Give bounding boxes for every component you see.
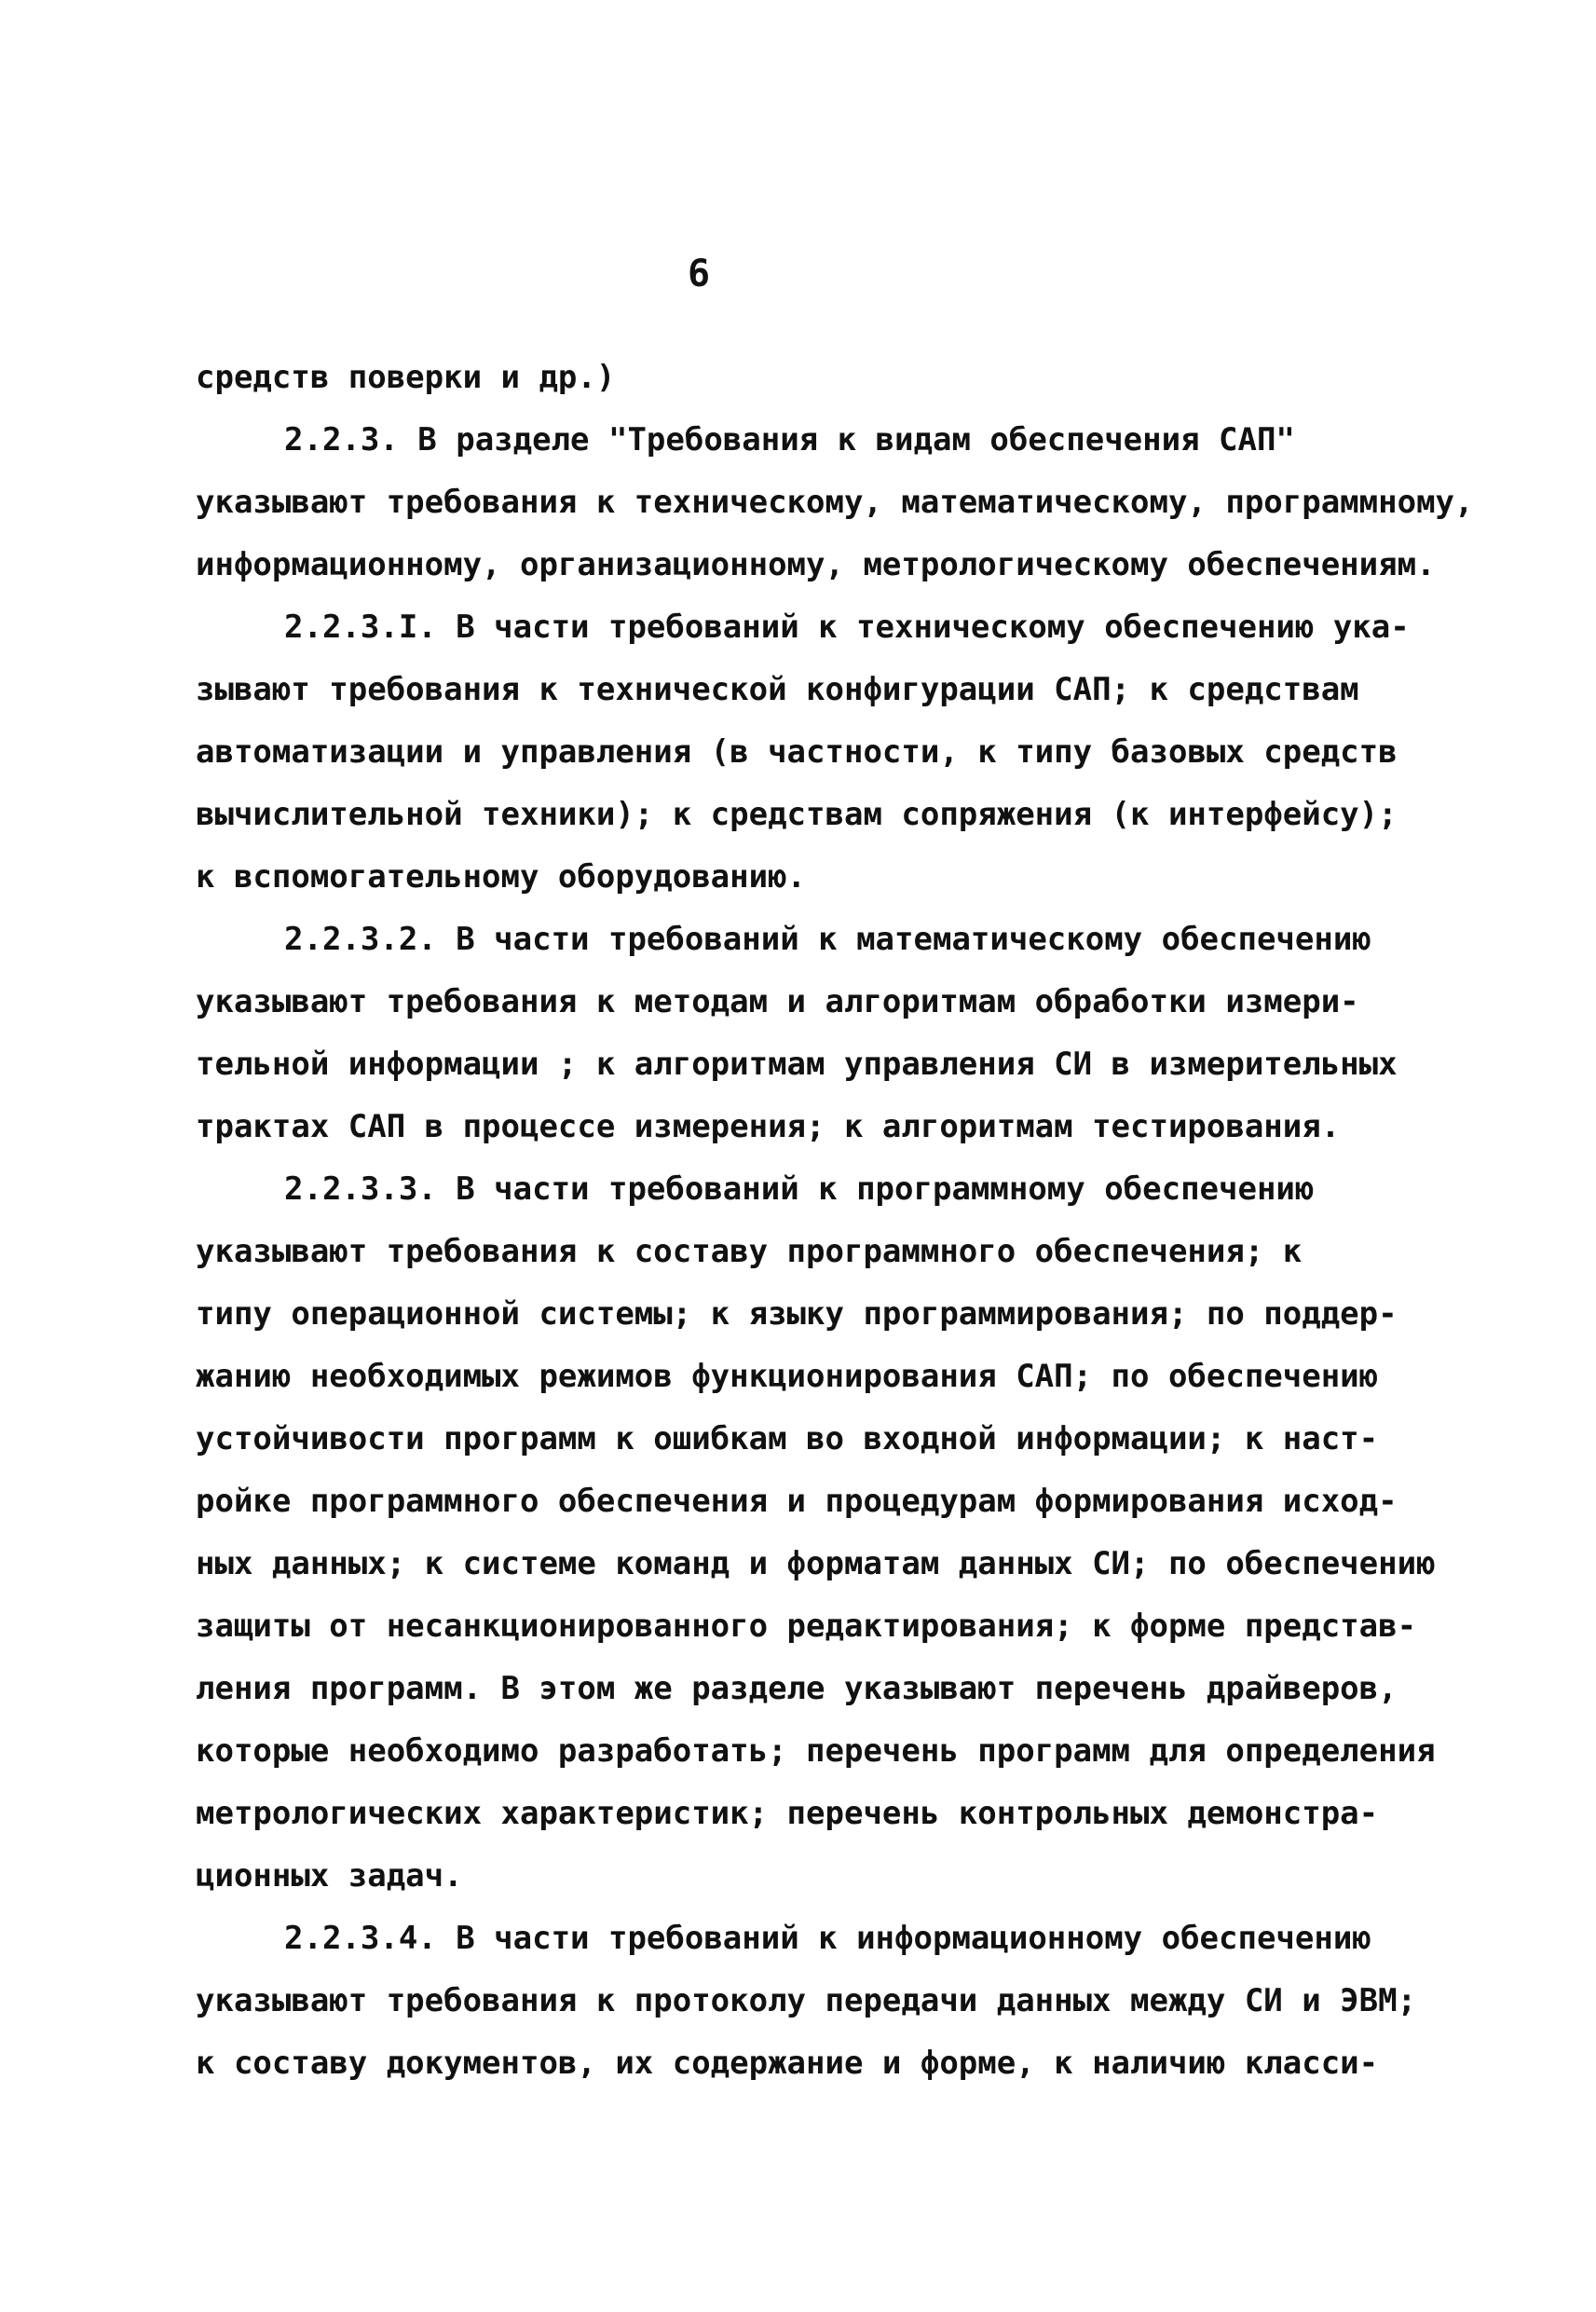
text-line: автоматизации и управления (в частности, к типу базовых средств (196, 733, 1398, 771)
text-line: ных данных; к системе команд и форматам данных СИ; по обеспечению (196, 1545, 1436, 1582)
text-line: средств поверки и др.) (196, 359, 616, 396)
text-line-section-2-2-3-2: 2.2.3.2. В части требований к математическому обеспечению (284, 921, 1371, 958)
text-line: к вспомогательному оборудованию. (196, 858, 807, 896)
text-line: ройке программного обеспечения и процедурам формирования исход- (196, 1483, 1398, 1520)
text-line: защиты от несанкционированного редактирования; к форме представ- (196, 1607, 1417, 1645)
text-line: информационному, организационному, метрологическому обеспечениям. (196, 546, 1436, 583)
text-line: указывают требования к составу программного обеспечения; к (196, 1233, 1303, 1270)
text-line: указывают требования к техническому, математическому, программному, (196, 484, 1474, 521)
text-line: метрологических характеристик; перечень контрольных демонстра- (196, 1795, 1379, 1832)
text-line: указывают требования к протоколу передачи данных между СИ и ЭВМ; (196, 1982, 1417, 2019)
text-line: которые необходимо разработать; перечень программ для определения (196, 1732, 1436, 1770)
text-line-section-2-2-3-1: 2.2.3.I. В части требований к техническому обеспечению ука- (284, 609, 1410, 646)
text-line: устойчивости программ к ошибкам во входной информации; к наст- (196, 1420, 1379, 1457)
text-line-section-2-2-3: 2.2.3. В разделе "Требования к видам обеспечения САП" (284, 421, 1295, 458)
text-line: зывают требования к технической конфигурации САП; к средствам (196, 671, 1359, 708)
text-line: трактах САП в процессе измерения; к алгоритмам тестирования. (196, 1108, 1341, 1145)
text-line: тельной информации ; к алгоритмам управления СИ в измерительных (196, 1046, 1398, 1083)
text-line: указывают требования к методам и алгоритмам обработки измери- (196, 983, 1359, 1020)
body-text (196, 347, 1474, 2095)
text-line: ления программ. В этом же разделе указывают перечень драйверов, (196, 1670, 1398, 1707)
page-number: 6 (687, 253, 711, 295)
text-line: типу операционной системы; к языку программирования; по поддер- (196, 1295, 1398, 1333)
text-line: ционных задач. (196, 1857, 463, 1895)
text-line: к составу документов, их содержание и форме, к наличию класси- (196, 2045, 1379, 2082)
text-line-section-2-2-3-4: 2.2.3.4. В части требований к информационному обеспечению (284, 1920, 1371, 1957)
text-line: жанию необходимых режимов функционирования САП; по обеспечению (196, 1358, 1379, 1395)
text-line-section-2-2-3-3: 2.2.3.3. В части требований к программному обеспечению (284, 1170, 1315, 1208)
text-line: вычислительной техники); к средствам сопряжения (к интерфейсу); (196, 796, 1398, 833)
